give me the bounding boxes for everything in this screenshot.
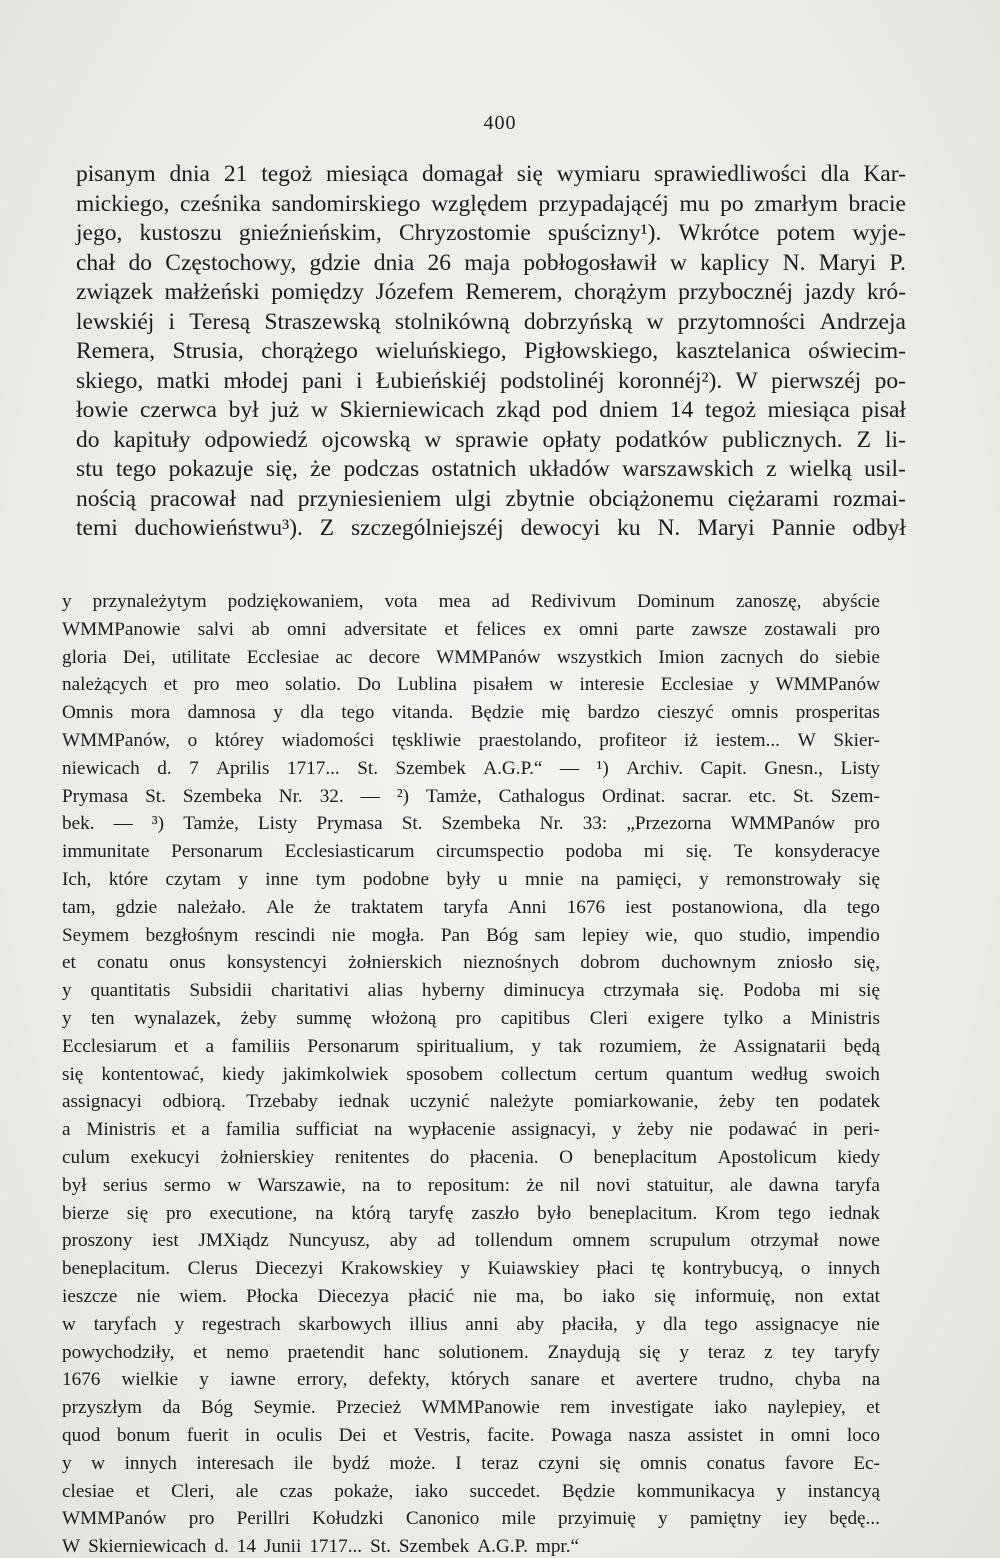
footnote-line: WMMPanów, o którey wiadomości tęskliwie praestolando, profiteor iż iestem... W Skier- (62, 729, 880, 751)
main-text-line: chał do Częstochowy, gdzie dnia 26 maja pobłogosławił w kaplicy N. Maryi P. (76, 249, 906, 276)
footnote-line: ieszcze nie wiem. Płocka Diecezya płacić nie ma, bo iako się informuię, non extat (62, 1285, 880, 1307)
main-text-line: stu tego pokazuje się, że podczas ostatnich układów warszawskich z wielką usil- (76, 456, 906, 482)
footnote-line: clesiae et Cleri, ale czas pokaże, iako succedet. Będzie kommunikacya y instancyą (62, 1480, 880, 1502)
main-text-line: lewskiéj i Teresą Straszewską stolnikówną dobrzyńską w przytomności Andrzeja (76, 308, 906, 335)
footnote-line: assignacyi odbiorą. Trzebaby iednak uczynić należyte pomiarkowanie, żeby ten podatek (62, 1091, 880, 1113)
footnote-line: culum exekucyi żołnierskiey renitentes do płacenia. O beneplacitum Apostolicum kiedy (62, 1146, 880, 1168)
footnote-line: y ten wynalazek, żeby summę włożoną pro capitibus Cleri exigere tylko a Ministris (62, 1007, 880, 1029)
main-text-line: łowie czerwca był już w Skierniewicach zkąd pod dniem 14 tegoż miesiąca pisał (76, 397, 906, 423)
footnote-line: W Skierniewicach d. 14 Junii 1717... St. Szembek A.G.P. mpr.“ (62, 1536, 580, 1558)
footnote-line: powychodziły, et nemo praetendit hanc solutionem. Znaydują się y teraz z tey taryfy (62, 1341, 880, 1363)
main-text-line: nością pracował nad przyniesieniem ulgi zbytnie obciążonemu ciężarami rozmai- (76, 485, 906, 512)
footnote-line: Ich, które czytam y inne tym podobne były u mnie na pamięci, y remonstrowały się (62, 868, 880, 890)
footnote-line: a Ministris et a familia sufficiat na wypłacenie assignacyi, y żeby nie podawać in peri- (62, 1119, 880, 1141)
main-text-line: Remera, Strusia, chorążego wieluńskiego, Pigłowskiego, kasztelanica oświecim- (76, 338, 906, 364)
footnote-line: WMMPanowie salvi ab omni adversitate et felices ex omni parte zawsze zostawali pro (62, 618, 880, 640)
footnote-line: był serius sermo w Warszawie, na to repositum: że nil novi statuitur, ale dawna taryfa (62, 1174, 880, 1196)
footnote-line: Prymasa St. Szembeka Nr. 32. — ²) Tamże, Cathalogus Ordinat. sacrar. etc. St. Szem- (62, 785, 880, 807)
footnote-line: WMMPanów pro Perillri Kołudzki Canonico mile przyimuię y pamiętny iey będę... (62, 1508, 880, 1530)
main-text-line: jego, kustoszu gnieźnieńskim, Chryzostomie spuścizny¹). Wkrótce potem wyje- (76, 220, 906, 246)
page-number: 400 (483, 112, 517, 134)
footnote-line: Omnis mora damnosa y dla tego vitanda. Będzie mię bardzo cieszyć omnis prosperitas (62, 702, 880, 724)
footnote-line: 1676 wielkie y iawne errory, defekty, których sanare et avertere trudno, chyba na (62, 1369, 880, 1391)
footnote-line: przyszłym da Bóg Seymie. Przecież WMMPanowie rem investigate iako naylepiey, et (62, 1397, 880, 1419)
main-text-line: skiego, matki młodej pani i Łubieńskiéj podstolinéj koronnéj²). W pierwszéj po- (76, 367, 906, 394)
main-text-line: temi duchowieństwu³). Z szczególniejszéj dewocyi ku N. Maryi Pannie odbył (76, 515, 906, 541)
footnote-line: beneplacitum. Clerus Diecezyi Krakowskiey y Kuiawskiey płaci tę kontrybucyą, o innych (62, 1258, 880, 1280)
footnote-line: bek. — ³) Tamże, Listy Prymasa St. Szembeka Nr. 33: „Przezorna WMMPanów pro (62, 813, 880, 835)
main-text-line: mickiego, cześnika sandomirskiego względem przypadającéj mu po zmarłym bracie (76, 190, 906, 217)
footnote-line: gloria Dei, utilitate Ecclesiae ac decore WMMPanów wszystkich Imion zacnych do siebie (62, 646, 880, 668)
main-text-line: pisanym dnia 21 tegoż miesiąca domagał się wymiaru sprawiedliwości dla Kar- (76, 161, 906, 187)
footnote-line: y przynależytym podziękowaniem, vota mea ad Redivivum Dominum zanoszę, abyście (62, 591, 880, 612)
footnote-line: Seymem bezgłośnym rescindi nie mogła. Pan Bóg sam lepiey wie, quo studio, impendio (62, 924, 880, 946)
footnote-line: proszony iest JMXiądz Nuncyusz, aby ad tollendum omnem scrupulum otrzymał nowe (62, 1230, 880, 1252)
footnote-line: w taryfach y regestrach skarbowych illius anni aby płaciła, y dla tego assignacye nie (62, 1313, 880, 1335)
main-text-line: do kapituły odpowiedź ojcowską w sprawie opłaty podatków publicznych. Z li- (76, 426, 906, 453)
footnote-line: Ecclesiarum et a familiis Personarum spiritualium, y tak rozumiem, że Assignatarii będą (62, 1035, 880, 1057)
main-text-line: związek małżeński pomiędzy Józefem Remerem, chorążym przybocznéj jazdy kró- (76, 279, 906, 305)
footnote-line: bierze się pro executione, na którą taryfę zaszło było beneplacitum. Krom tego iednak (62, 1202, 880, 1224)
footnote-line: y quantitatis Subsidii charitativi alias hyberny diminucya ctrzymała się. Podoba mi się (62, 980, 880, 1002)
footnote-line: należących et pro meo solatio. Do Lublina pisałem w interesie Ecclesiae y WMMPanów (62, 674, 880, 696)
footnote-line: immunitate Personarum Ecclesiasticarum circumspectio podoba mi się. Te konsyderacye (62, 841, 880, 863)
footnote-line: tam, gdzie należało. Ale że traktatem taryfa Anni 1676 iest postanowiona, dla tego (62, 896, 880, 918)
footnote-line: niewicach d. 7 Aprilis 1717... St. Szembek A.G.P.“ — ¹) Archiv. Capit. Gnesn., Listy (62, 757, 880, 779)
footnote-line: quod bonum fuerit in oculis Dei et Vestris, facite. Powaga nasza assistet in omni loco (62, 1424, 880, 1446)
footnote-line: się kontentować, kiedy jakimkolwiek sposobem collectum certum quantum według swoich (62, 1063, 880, 1085)
footnote-line: et conatu onus konsystencyi żołnierskich nieznośnych dobrom duchownym zniosło się, (62, 952, 880, 974)
footnotes-section (62, 588, 880, 1558)
footnote-line: y w innych interesach ile bydź może. I teraz czyni się omnis conatus favore Ec- (62, 1452, 880, 1474)
main-text-body (76, 160, 906, 544)
